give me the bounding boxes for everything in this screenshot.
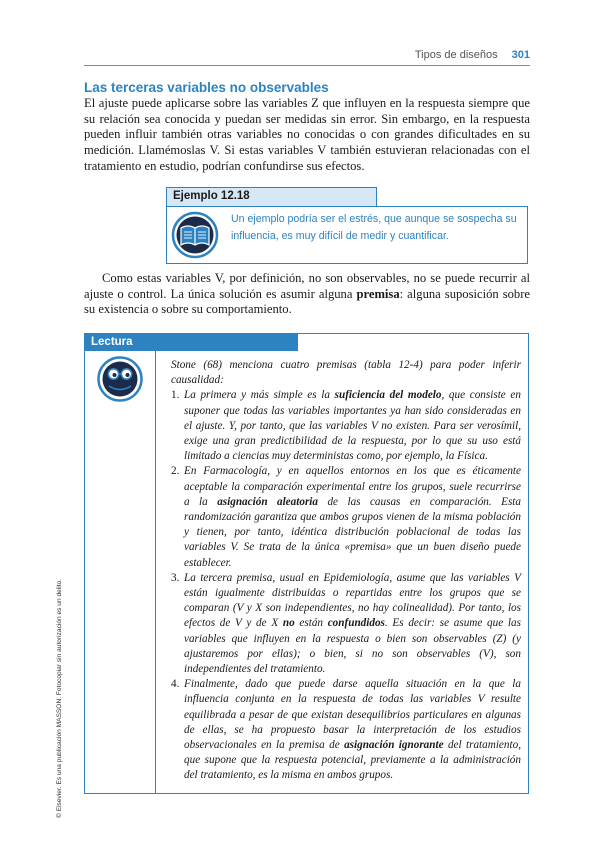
paragraph-premisa-before: Como estas variables V, por definición, no son observables, no se puede recurrir al ajuste o control. La única solución es asumir alguna — [84, 271, 530, 301]
section-title: Las terceras variables no observables — [84, 80, 329, 95]
example-label: Ejemplo 12.18 — [166, 187, 377, 206]
list-item-text: Finalmente, dado que puede darse aquella situación en la que la influencia conjunta en la respuesta de todas las variables V resulte equilibrada a pesar de que existan desequilibrios particulares en algunas de ellas, se ha propuesto basar la interpretación de los estudios observacionales en la premisa de — [184, 678, 521, 752]
list-item — [171, 388, 521, 464]
list-item-text: están — [294, 617, 328, 630]
paragraph-premisa-bold: premisa — [356, 286, 400, 301]
paragraph-terceras-variables: El ajuste puede aplicarse sobre las variables Z que influyen en la respuesta siempre que su relación sea conocida y puedan ser medidas sin error. Sin embargo, en la respuesta pueden influir también otras variables no conocidas o con grandes dificultades en su medición. Llamémoslas V. Si estas variables V también estuvieran relacionadas con el tratamiento en estudio, podrían confundirse sus efectos. — [84, 96, 530, 173]
list-item — [171, 464, 521, 570]
list-item-bold: no — [282, 617, 295, 630]
list-item-bold: confundidos — [327, 617, 385, 630]
example-body — [166, 206, 528, 264]
list-item-number: 4. — [171, 678, 180, 691]
lectura-box — [84, 333, 529, 794]
header-rule — [84, 65, 530, 66]
lectura-divider — [155, 351, 156, 793]
list-item-number: 2. — [171, 465, 180, 478]
glasses-icon — [97, 356, 143, 402]
list-item-bold: asignación aleatoria — [217, 495, 319, 508]
book-icon — [171, 211, 219, 259]
page-number: 301 — [511, 49, 530, 61]
paragraph-premisa — [84, 271, 530, 318]
list-item-text: del tratamiento, que supone que la respuesta potencial, previamente a la administración del tratamiento, es la misma en ambos grupos. — [184, 739, 521, 782]
list-item-text: En Farmacología, y en aquellos entornos en los que es éticamente aceptable la comparación experimental entre los grupos, suele recurrirse a la — [184, 465, 521, 508]
copyright-sidenote: © Elsevier. Es una publicación MASSON. Fotocopiar sin autorización es un delito. — [56, 578, 63, 818]
list-item — [171, 677, 521, 783]
list-item-text: La tercera premisa, usual en Epidemiología, asume que las variables V están igualmente distribuidas o repartidas entre los grupos que se comparan (V y X son independientes, no hay colinealidad). Por tanto, los efectos de V y de X — [184, 571, 521, 630]
list-item-bold: suficiencia del modelo — [334, 389, 442, 402]
lectura-content — [171, 358, 521, 784]
list-item-number: 3. — [171, 571, 180, 584]
list-item-bold: asignación ignorante — [344, 739, 444, 752]
list-item — [171, 571, 521, 677]
lectura-intro: Stone (68) menciona cuatro premisas (tabla 12-4) para poder inferir causalidad: — [171, 359, 521, 387]
list-item-text: , que consiste en suponer que todas las variables importantes ya han sido consideradas en el ajuste. Y, por tanto, que las variables V no existen. Para ser verosímil, exige una gran predictibilidad de la respuesta, por lo que su uso está limitado a ciencias muy deterministas como, por ejemplo, la Física. — [184, 389, 521, 463]
list-item-text: . Es decir: se asume que las variables que influyen en la respuesta o bien son observables (Z) (y ajustaremos por ellas); o bien, si no son observables (V), son independientes del tratamiento. — [184, 617, 521, 676]
list-item-number: 1. — [171, 389, 180, 402]
paragraph-premisa-after: : alguna suposición sobre su existencia o sobre su comportamiento. — [84, 286, 530, 317]
example-box — [166, 187, 528, 264]
lectura-label: Lectura — [85, 334, 298, 351]
running-header — [84, 46, 530, 64]
running-title: Tipos de diseños — [414, 49, 498, 61]
premisas-list — [171, 388, 521, 783]
list-item-text: de las causas en comparación. Esta randomización garantiza que ambos grupos vienen de la misma población y tienen, por tanto, idéntica distribución poblacional de todas las variables V. Se trata de la única «premisa» que un buen diseño puede establecer. — [184, 495, 522, 569]
list-item-text: La primera y más simple es la — [184, 389, 335, 402]
example-text: Un ejemplo podría ser el estrés, que aunque se sospecha su influencia, es muy difícil de medir y cuantificar. — [231, 213, 517, 242]
